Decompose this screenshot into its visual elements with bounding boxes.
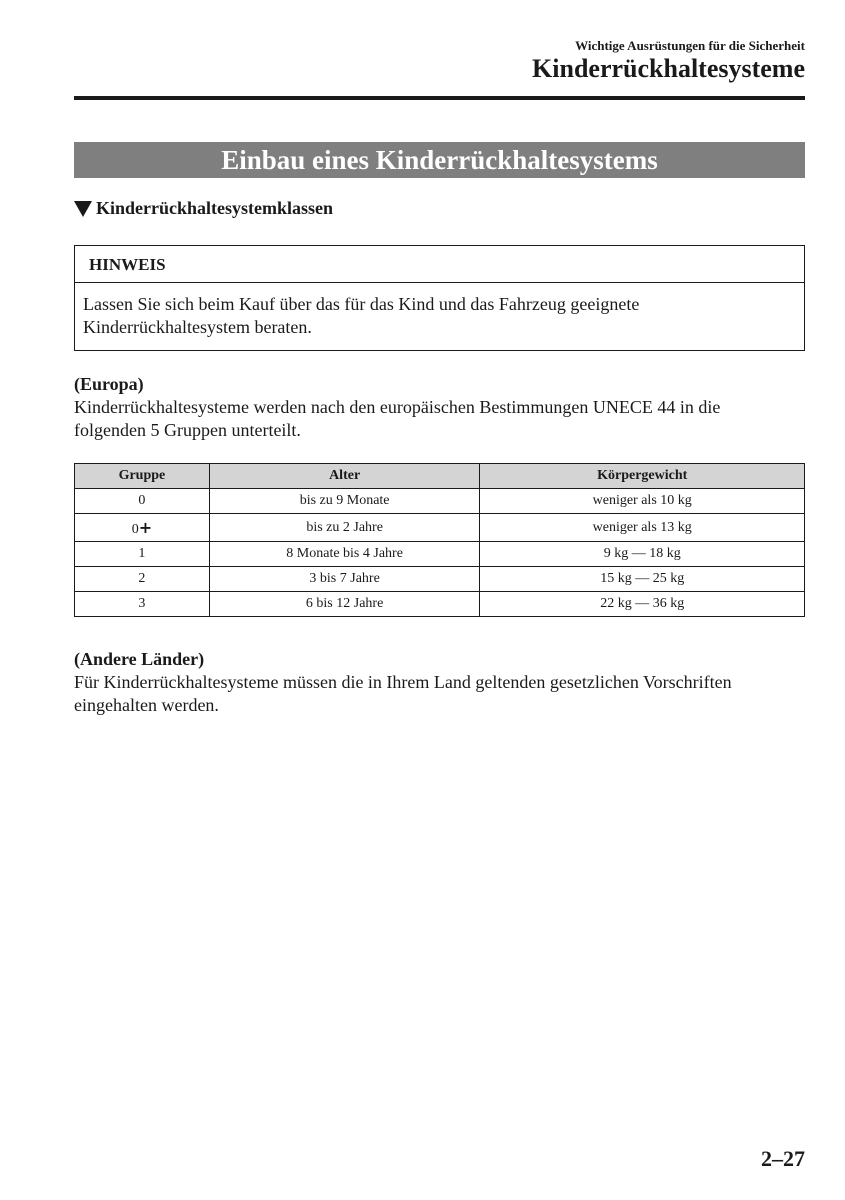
- column-header-alter: Alter: [209, 464, 480, 489]
- header-subtitle: Wichtige Ausrüstungen für die Sicherheit: [575, 38, 805, 53]
- table-row: [75, 592, 805, 617]
- cell-alter: 6 bis 12 Jahre: [209, 592, 480, 617]
- header-divider: [74, 96, 805, 100]
- child-restraint-group-table: [74, 463, 805, 617]
- table-row: [75, 567, 805, 592]
- andere-laender-paragraph: [74, 648, 814, 717]
- cell-alter: bis zu 9 Monate: [209, 489, 480, 514]
- andere-text-line-2: eingehalten werden.: [74, 695, 219, 715]
- cell-gewicht: 22 kg — 36 kg: [480, 592, 805, 617]
- note-text-line-2: Kinderrückhaltesystem beraten.: [83, 317, 312, 337]
- cell-gewicht: 15 kg — 25 kg: [480, 567, 805, 592]
- cell-gewicht: weniger als 10 kg: [480, 489, 805, 514]
- cell-gewicht: weniger als 13 kg: [480, 514, 805, 542]
- cell-gruppe-value: 0: [131, 521, 139, 537]
- table-header-row: [75, 464, 805, 489]
- note-box: [74, 245, 805, 351]
- subsection-title: Kinderrückhaltesystemklassen: [96, 198, 334, 218]
- triangle-down-icon: [74, 201, 92, 217]
- cell-gruppe: 3: [75, 592, 210, 617]
- section-title: Einbau eines Kinderrückhaltesystems: [74, 142, 805, 178]
- note-text-line-1: Lassen Sie sich beim Kauf über das für das Kind und das Fahrzeug geeignete: [83, 294, 640, 314]
- subsection-heading: [74, 198, 333, 219]
- cell-alter: bis zu 2 Jahre: [209, 514, 480, 542]
- note-body: [75, 283, 804, 339]
- cell-gruppe: [75, 514, 210, 542]
- plus-icon: +: [138, 517, 153, 537]
- europa-label: (Europa): [74, 374, 144, 394]
- andere-laender-label: (Andere Länder): [74, 649, 205, 669]
- column-header-gewicht: Körpergewicht: [480, 464, 805, 489]
- cell-gewicht: 9 kg — 18 kg: [480, 542, 805, 567]
- cell-gruppe: 0: [75, 489, 210, 514]
- table-row: [75, 542, 805, 567]
- table-row: [75, 489, 805, 514]
- table-row: [75, 514, 805, 542]
- europa-text-line-1: Kinderrückhaltesysteme werden nach den europäischen Bestimmungen UNECE 44 in die: [74, 397, 721, 417]
- andere-text-line-1: Für Kinderrückhaltesysteme müssen die in Ihrem Land geltenden gesetzlichen Vorschriften: [74, 672, 732, 692]
- europa-text-line-2: folgenden 5 Gruppen unterteilt.: [74, 420, 301, 440]
- cell-alter: 8 Monate bis 4 Jahre: [209, 542, 480, 567]
- europa-paragraph: [74, 373, 814, 442]
- cell-gruppe: 2: [75, 567, 210, 592]
- page-number: 2–27: [761, 1146, 805, 1171]
- column-header-gruppe: Gruppe: [75, 464, 210, 489]
- cell-alter: 3 bis 7 Jahre: [209, 567, 480, 592]
- note-heading: HINWEIS: [75, 246, 804, 283]
- cell-gruppe: 1: [75, 542, 210, 567]
- page-title: Kinderrückhaltesysteme: [532, 54, 805, 83]
